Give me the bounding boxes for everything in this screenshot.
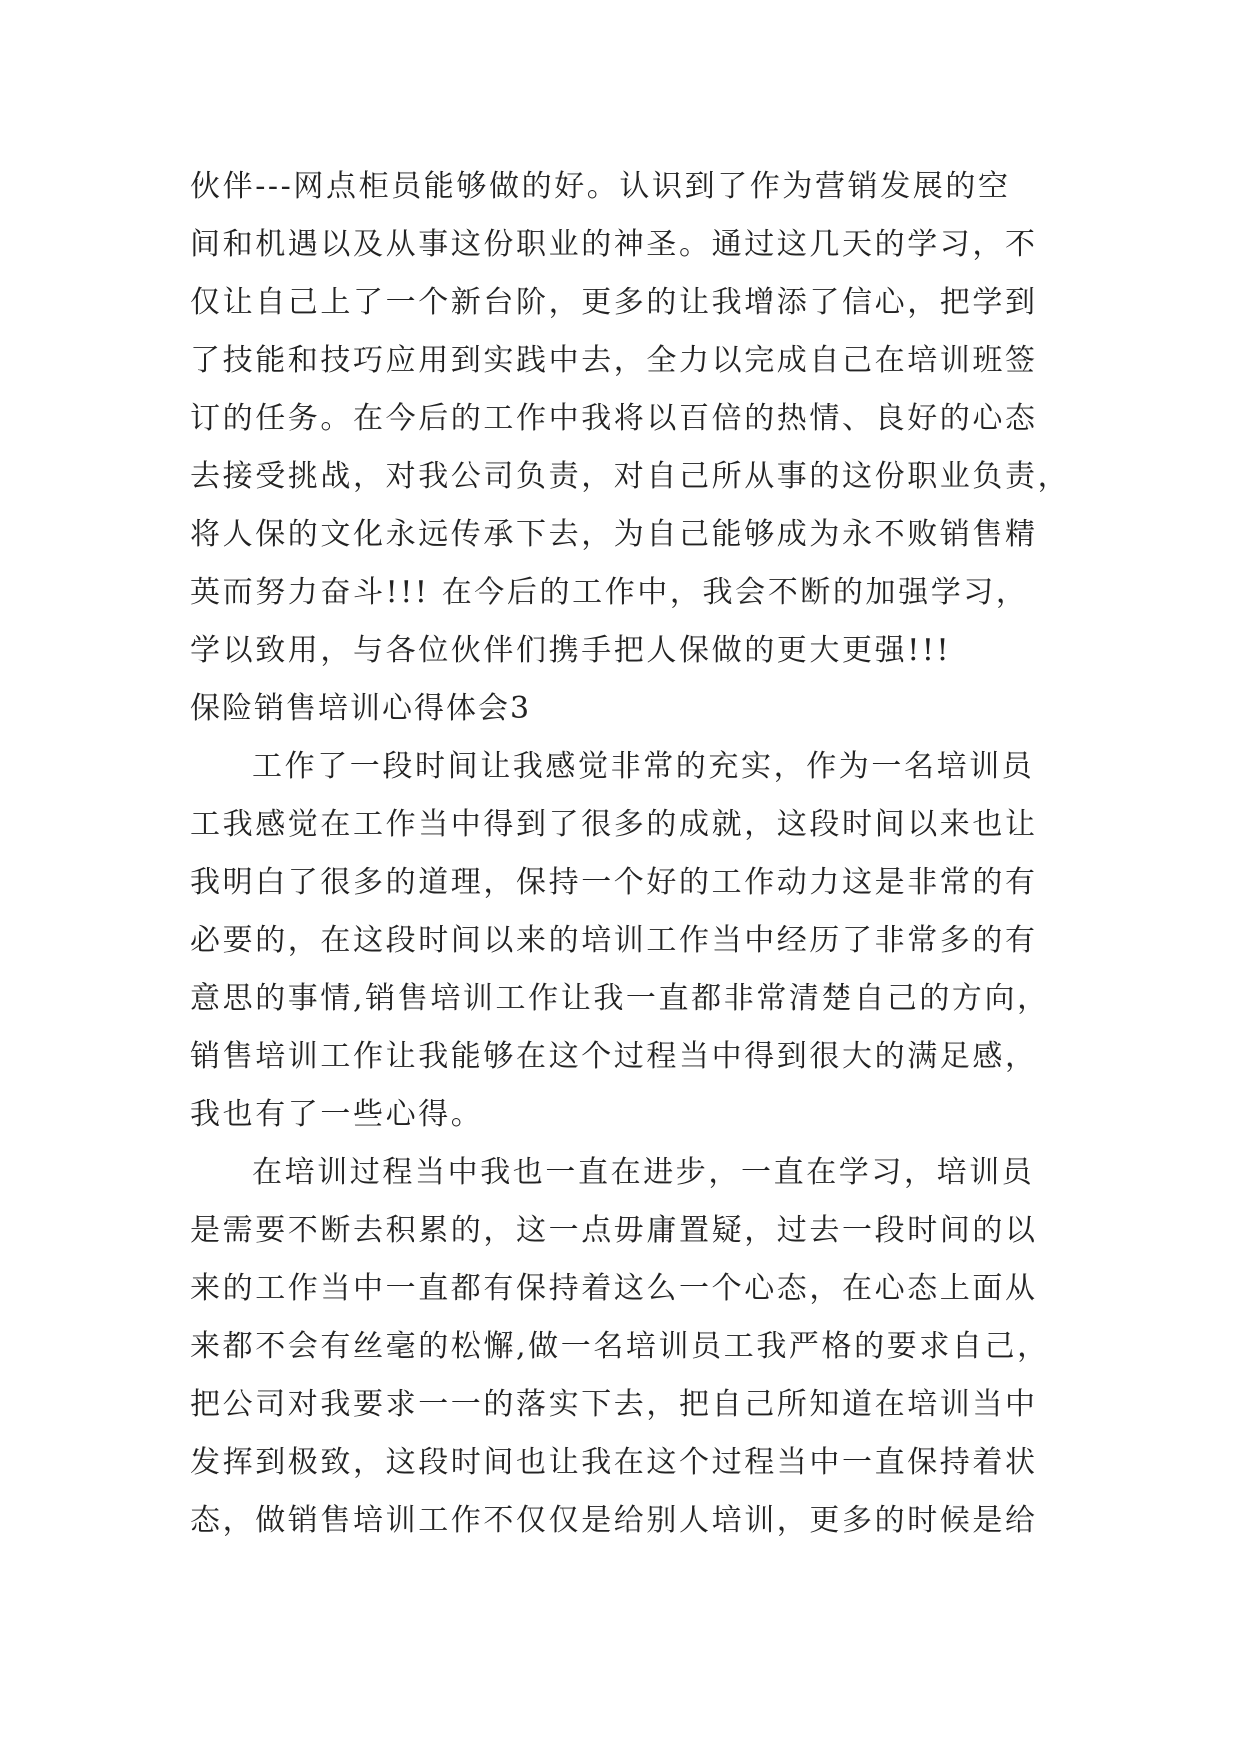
text-line: 英而努力奋斗!!! 在今后的工作中，我会不断的加强学习， <box>190 575 1029 610</box>
text-line: 伙伴---网点柜员能够做的好。认识到了作为营销发展的空 <box>190 169 1011 204</box>
text-line: 是需要不断去积累的，这一点毋庸置疑，过去一段时间的以 <box>190 1213 1038 1248</box>
text-line: 意思的事情,销售培训工作让我一直都非常清楚自己的方向， <box>190 981 1050 1016</box>
text-line: 将人保的文化永远传承下去，为自己能够成为永不败销售精 <box>190 517 1038 552</box>
document-body <box>190 158 1070 1550</box>
text-line: 我也有了一些心得。 <box>190 1097 484 1132</box>
text-line: 来的工作当中一直都有保持着这么一个心态，在心态上面从 <box>190 1271 1038 1306</box>
text-line: 仅让自己上了一个新台阶，更多的让我增添了信心，把学到 <box>190 285 1038 320</box>
text-line: 间和机遇以及从事这份职业的神圣。通过这几天的学习，不 <box>190 227 1038 262</box>
text-line: 工作了一段时间让我感觉非常的充实，作为一名培训员 <box>252 749 1035 784</box>
text-line: 把公司对我要求一一的落实下去，把自己所知道在培训当中 <box>190 1387 1038 1422</box>
text-line: 态，做销售培训工作不仅仅是给别人培训，更多的时候是给 <box>190 1503 1038 1538</box>
text-line: 发挥到极致，这段时间也让我在这个过程当中一直保持着状 <box>190 1445 1038 1480</box>
section-heading: 保险销售培训心得体会3 <box>190 691 532 726</box>
text-line: 在培训过程当中我也一直在进步，一直在学习，培训员 <box>252 1155 1035 1190</box>
text-line: 了技能和技巧应用到实践中去，全力以完成自己在培训班签 <box>190 343 1038 378</box>
text-line: 销售培训工作让我能够在这个过程当中得到很大的满足感， <box>190 1039 1038 1074</box>
text-line: 工我感觉在工作当中得到了很多的成就，这段时间以来也让 <box>190 807 1038 842</box>
text-line: 订的任务。在今后的工作中我将以百倍的热情、良好的心态 <box>190 401 1038 436</box>
text-line: 来都不会有丝毫的松懈,做一名培训员工我严格的要求自己， <box>190 1329 1050 1364</box>
text-line: 去接受挑战，对我公司负责，对自己所从事的这份职业负责， <box>190 459 1071 494</box>
text-line: 学以致用，与各位伙伴们携手把人保做的更大更强!!! <box>190 633 952 668</box>
text-line: 必要的，在这段时间以来的培训工作当中经历了非常多的有 <box>190 923 1038 958</box>
text-line: 我明白了很多的道理，保持一个好的工作动力这是非常的有 <box>190 865 1038 900</box>
